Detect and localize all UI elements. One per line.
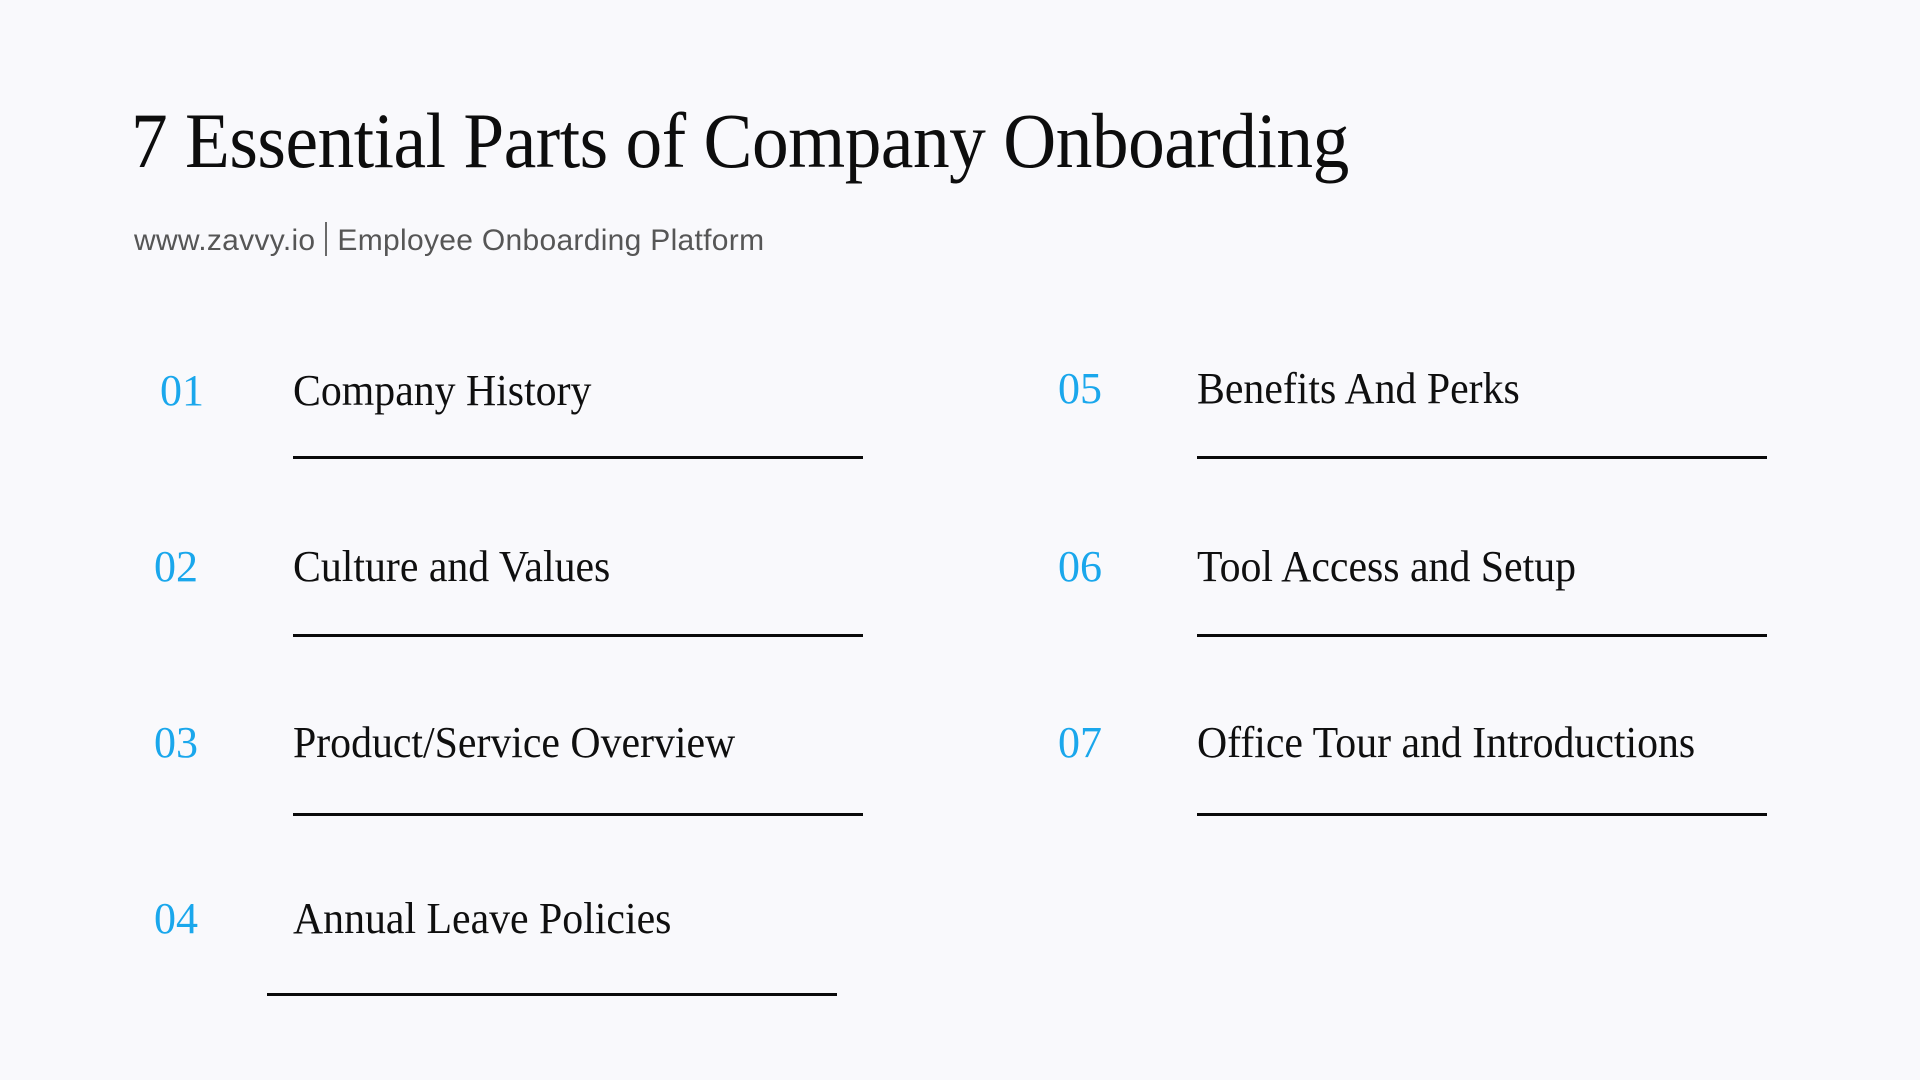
list-item-03: [150, 718, 850, 841]
item-label: Company History: [293, 366, 592, 415]
item-divider: [293, 634, 863, 637]
item-label: Office Tour and Introductions: [1197, 718, 1696, 767]
item-divider: [1197, 634, 1767, 637]
item-number: 05: [1058, 364, 1102, 413]
page-title: 7 Essential Parts of Company Onboarding: [131, 97, 1349, 184]
item-number: 07: [1058, 718, 1102, 767]
item-number: 06: [1058, 542, 1102, 591]
list-item-02: [150, 542, 850, 665]
item-label: Culture and Values: [293, 542, 611, 591]
item-label: Product/Service Overview: [293, 718, 736, 767]
list-item-01: [150, 366, 850, 489]
page-subtitle: [134, 222, 764, 256]
site-url: www.zavvy.io: [134, 224, 316, 257]
list-item-07: [1055, 718, 1755, 841]
item-label: Tool Access and Setup: [1197, 542, 1577, 591]
item-divider: [293, 813, 863, 816]
list-item-05: [1055, 364, 1755, 487]
tagline: Employee Onboarding Platform: [337, 224, 765, 257]
item-label: Annual Leave Policies: [293, 894, 672, 943]
list-item-04: [150, 894, 850, 1017]
list-item-06: [1055, 542, 1755, 665]
item-label: Benefits And Perks: [1197, 364, 1520, 413]
item-divider: [267, 993, 837, 996]
item-number: 01: [160, 366, 204, 415]
separator-divider: [325, 222, 327, 256]
item-number: 04: [154, 894, 198, 943]
item-number: 02: [154, 542, 198, 591]
item-divider: [1197, 813, 1767, 816]
item-divider: [293, 456, 863, 459]
item-number: 03: [154, 718, 198, 767]
item-divider: [1197, 456, 1767, 459]
